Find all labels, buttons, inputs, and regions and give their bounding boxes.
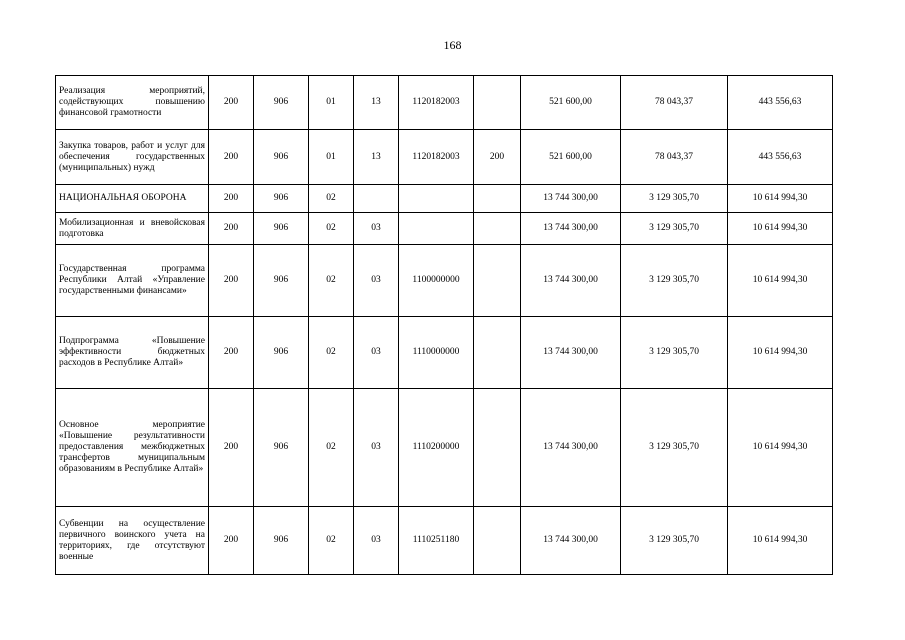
row-name-cell bbox=[56, 317, 209, 389]
cell-admin: 200 bbox=[209, 389, 254, 507]
cell-rest: 10 614 994,30 bbox=[728, 185, 833, 213]
cell-csr: 1110251180 bbox=[399, 507, 474, 575]
cell-gr: 906 bbox=[254, 130, 309, 185]
cell-vr bbox=[474, 317, 521, 389]
row-name: Подпрограмма «Повышение эффективности бюджетных расходов в Республике Алтай» bbox=[59, 336, 205, 368]
cell-pr: 13 bbox=[354, 130, 399, 185]
table-row bbox=[56, 76, 833, 130]
cell-csr: 1120182003 bbox=[399, 76, 474, 130]
cell-pr: 03 bbox=[354, 389, 399, 507]
cell-exec: 3 129 305,70 bbox=[621, 507, 728, 575]
table-row bbox=[56, 317, 833, 389]
cell-rest: 10 614 994,30 bbox=[728, 245, 833, 317]
cell-vr bbox=[474, 213, 521, 245]
cell-admin: 200 bbox=[209, 213, 254, 245]
cell-rz: 02 bbox=[309, 317, 354, 389]
cell-exec: 3 129 305,70 bbox=[621, 185, 728, 213]
cell-gr: 906 bbox=[254, 507, 309, 575]
cell-rz: 02 bbox=[309, 245, 354, 317]
cell-csr: 1120182003 bbox=[399, 130, 474, 185]
cell-plan: 13 744 300,00 bbox=[521, 317, 621, 389]
row-name-cell bbox=[56, 76, 209, 130]
cell-exec: 78 043,37 bbox=[621, 76, 728, 130]
cell-csr bbox=[399, 213, 474, 245]
cell-pr: 03 bbox=[354, 213, 399, 245]
table-row bbox=[56, 245, 833, 317]
row-name: Мобилизационная и вневойсковая подготовка bbox=[59, 217, 205, 239]
cell-csr bbox=[399, 185, 474, 213]
row-name-cell bbox=[56, 185, 209, 213]
cell-rest: 443 556,63 bbox=[728, 130, 833, 185]
cell-gr: 906 bbox=[254, 185, 309, 213]
cell-plan: 13 744 300,00 bbox=[521, 507, 621, 575]
cell-rz: 02 bbox=[309, 213, 354, 245]
cell-admin: 200 bbox=[209, 76, 254, 130]
cell-gr: 906 bbox=[254, 76, 309, 130]
table-row bbox=[56, 213, 833, 245]
row-name: Закупка товаров, работ и услуг для обеспечения государственных (муниципальных) нужд bbox=[59, 140, 205, 173]
cell-rz: 02 bbox=[309, 507, 354, 575]
cell-exec: 78 043,37 bbox=[621, 130, 728, 185]
cell-plan: 13 744 300,00 bbox=[521, 213, 621, 245]
cell-vr: 200 bbox=[474, 130, 521, 185]
cell-vr bbox=[474, 76, 521, 130]
row-name-cell bbox=[56, 213, 209, 245]
row-name-cell bbox=[56, 389, 209, 507]
row-name: Реализация мероприятий, содействующих повышению финансовой грамотности bbox=[59, 86, 205, 118]
table-row bbox=[56, 507, 833, 575]
row-name-cell bbox=[56, 507, 209, 575]
cell-pr: 13 bbox=[354, 76, 399, 130]
cell-admin: 200 bbox=[209, 130, 254, 185]
row-name: Субвенции на осуществление первичного воинского учета на территориях, где отсутствуют военные bbox=[59, 518, 205, 562]
cell-plan: 13 744 300,00 bbox=[521, 185, 621, 213]
cell-gr: 906 bbox=[254, 245, 309, 317]
table-row bbox=[56, 185, 833, 213]
cell-admin: 200 bbox=[209, 185, 254, 213]
cell-rest: 10 614 994,30 bbox=[728, 507, 833, 575]
cell-pr: 03 bbox=[354, 317, 399, 389]
cell-vr bbox=[474, 185, 521, 213]
cell-gr: 906 bbox=[254, 389, 309, 507]
page-number: 168 bbox=[443, 38, 462, 52]
cell-rz: 02 bbox=[309, 389, 354, 507]
cell-rz: 02 bbox=[309, 185, 354, 213]
cell-csr: 1110200000 bbox=[399, 389, 474, 507]
cell-csr: 1110000000 bbox=[399, 317, 474, 389]
cell-exec: 3 129 305,70 bbox=[621, 389, 728, 507]
cell-vr bbox=[474, 389, 521, 507]
cell-pr: 03 bbox=[354, 245, 399, 317]
row-name-cell bbox=[56, 245, 209, 317]
row-name-cell bbox=[56, 130, 209, 185]
cell-exec: 3 129 305,70 bbox=[621, 245, 728, 317]
cell-rest: 10 614 994,30 bbox=[728, 213, 833, 245]
cell-pr: 03 bbox=[354, 507, 399, 575]
cell-rest: 443 556,63 bbox=[728, 76, 833, 130]
cell-exec: 3 129 305,70 bbox=[621, 317, 728, 389]
table-body bbox=[56, 76, 833, 575]
cell-plan: 13 744 300,00 bbox=[521, 245, 621, 317]
row-name: НАЦИОНАЛЬНАЯ ОБОРОНА bbox=[59, 193, 187, 203]
cell-plan: 521 600,00 bbox=[521, 130, 621, 185]
cell-vr bbox=[474, 245, 521, 317]
cell-gr: 906 bbox=[254, 213, 309, 245]
row-name: Государственная программа Республики Алтай «Управление государственными финансами» bbox=[59, 264, 205, 296]
cell-admin: 200 bbox=[209, 317, 254, 389]
row-name: Основное мероприятие «Повышение результативности предоставления межбюджетных трансфертов муниципальным образованиям в Республике Алтай» bbox=[59, 420, 205, 474]
cell-admin: 200 bbox=[209, 245, 254, 317]
cell-plan: 13 744 300,00 bbox=[521, 389, 621, 507]
cell-csr: 1100000000 bbox=[399, 245, 474, 317]
budget-table bbox=[55, 75, 833, 575]
cell-pr bbox=[354, 185, 399, 213]
cell-rz: 01 bbox=[309, 130, 354, 185]
cell-rest: 10 614 994,30 bbox=[728, 317, 833, 389]
cell-rest: 10 614 994,30 bbox=[728, 389, 833, 507]
cell-admin: 200 bbox=[209, 507, 254, 575]
cell-exec: 3 129 305,70 bbox=[621, 213, 728, 245]
table-row bbox=[56, 130, 833, 185]
cell-plan: 521 600,00 bbox=[521, 76, 621, 130]
cell-rz: 01 bbox=[309, 76, 354, 130]
table-row bbox=[56, 389, 833, 507]
cell-gr: 906 bbox=[254, 317, 309, 389]
cell-vr bbox=[474, 507, 521, 575]
